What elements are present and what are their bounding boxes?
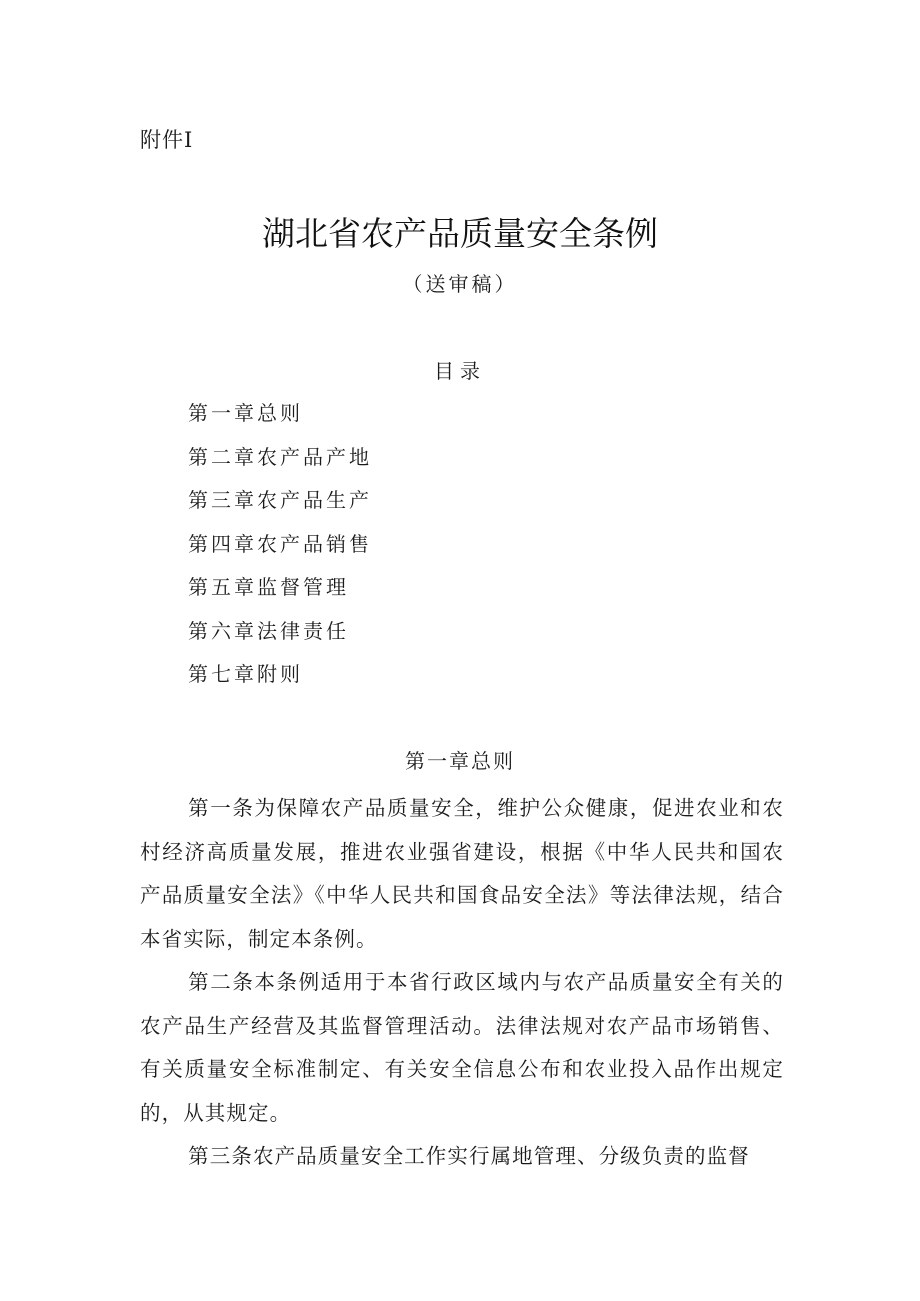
- toc-heading: 目录: [434, 359, 486, 383]
- toc-item: 第七章附则: [188, 662, 303, 686]
- chapter-heading: 第一章总则: [405, 749, 515, 773]
- document-subtitle: （送审稿）: [402, 272, 518, 296]
- toc-item: 第五章监督管理: [188, 575, 349, 599]
- toc-item: 第二章农产品产地: [188, 444, 372, 469]
- document-title: 湖北省农产品质量安全条例: [262, 214, 658, 253]
- article-paragraph: 第一条为保障农产品质量安全，维护公众健康，促进农业和农村经济高质量发展，推进农业强省建设，根据《中华人民共和国农产品质量安全法》《中华人民共和国食品安全法》等法律法规，结合本省实际，制定本条例。: [140, 796, 784, 951]
- chapter-body: [140, 787, 784, 1179]
- table-of-contents: [188, 398, 372, 703]
- article-paragraph: 第三条农产品质量安全工作实行属地管理、分级负责的监督: [188, 1144, 750, 1168]
- toc-item: 第一章总则: [188, 401, 303, 425]
- toc-item: 第四章农产品销售: [188, 531, 372, 556]
- toc-item: 第六章法律责任: [188, 618, 349, 643]
- attachment-label: 附件I: [140, 128, 194, 152]
- toc-item: 第三章农产品生产: [188, 488, 372, 512]
- article-paragraph: 第二条本条例适用于本省行政区域内与农产品质量安全有关的农产品生产经营及其监督管理活动。法律法规对农产品市场销售、有关质量安全标准制定、有关安全信息公布和农业投入品作出规定的，从其规定。: [140, 970, 784, 1125]
